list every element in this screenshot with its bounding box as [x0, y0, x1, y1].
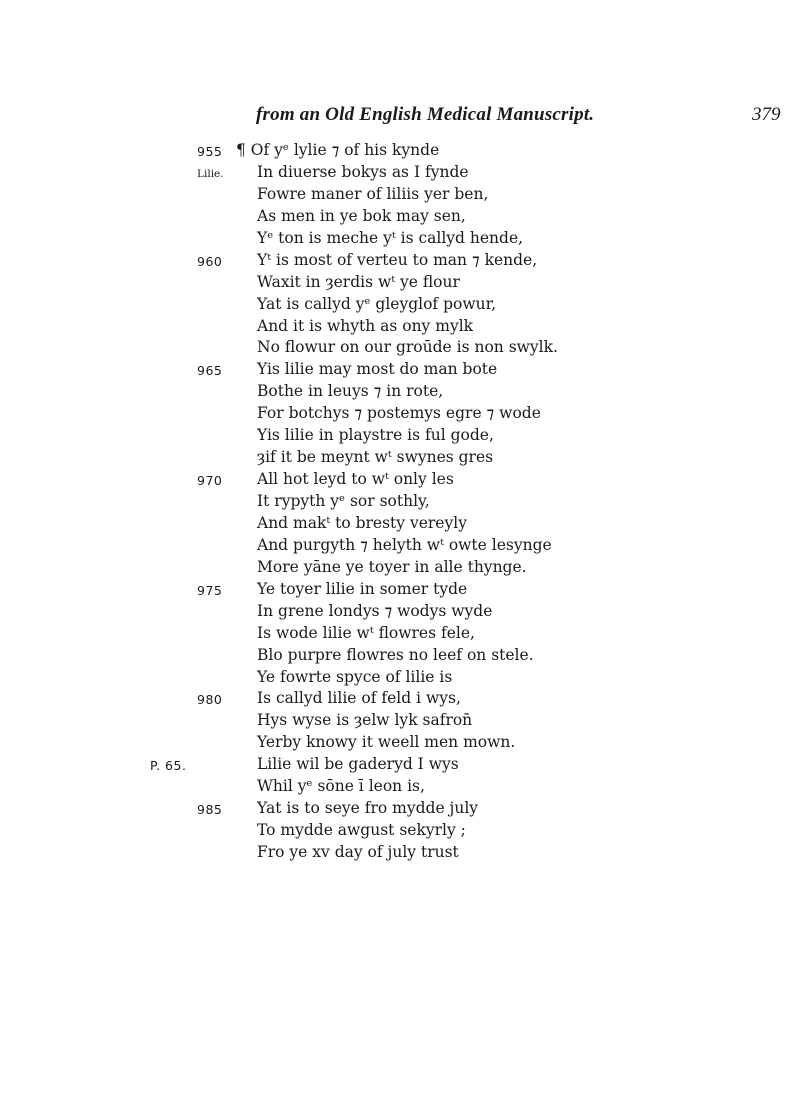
- poem-line: [0, 777, 800, 799]
- verse-text: Lilie wil be gaderyd I wys: [257, 755, 459, 774]
- margin-page-reference: P. 65.: [150, 758, 187, 774]
- poem-line: [0, 536, 800, 558]
- line-number: 970: [197, 473, 223, 489]
- verse-text: And makᵗ to bresty vereyly: [257, 513, 467, 532]
- verse-text: Bothe in leuys ⁊ in rote,: [257, 382, 444, 401]
- verse-text: Waxit in ȝerdis wᵗ ye flour: [257, 272, 460, 291]
- verse-text: Yᵗ is most of verteu to man ⁊ kende,: [257, 250, 538, 269]
- line-number: 975: [197, 582, 223, 598]
- line-number: 980: [197, 692, 223, 708]
- verse-text: Yis lilie may most do man bote: [257, 360, 498, 379]
- page-number: 379: [752, 104, 781, 125]
- verse-text: No flowur on our groūde is non swylk.: [257, 338, 558, 357]
- verse-text: In grene londys ⁊ wodys wyde: [257, 601, 493, 620]
- poem-line: [0, 558, 800, 580]
- poem-line: [0, 733, 800, 755]
- poem-line: [0, 448, 800, 470]
- poem-line: [0, 207, 800, 229]
- verse-text: As men in ye bok may sen,: [257, 206, 466, 225]
- poem-line: [0, 404, 800, 426]
- line-number: 985: [197, 802, 223, 818]
- verse-text: Yat is to seye fro mydde july: [257, 799, 479, 818]
- poem-line: [0, 799, 800, 821]
- poem-line: [0, 360, 800, 382]
- poem-line: [0, 821, 800, 843]
- verse-text: It rypyth yᵉ sor sothly,: [257, 492, 430, 510]
- verse-text: Yat is callyd yᵉ gleyglof powur,: [257, 294, 497, 313]
- poem-line: [0, 251, 800, 273]
- poem-line: [0, 382, 800, 404]
- poem-line: [0, 273, 800, 295]
- poem-line: [0, 646, 800, 668]
- poem-line: [0, 711, 800, 733]
- poem-line: [0, 470, 800, 492]
- poem-body: [0, 141, 800, 865]
- line-number: 960: [197, 253, 223, 269]
- poem-line: [0, 295, 800, 317]
- poem-line: [0, 624, 800, 646]
- poem-line: [0, 426, 800, 448]
- poem-line: [0, 668, 800, 690]
- verse-text: More yāne ye toyer in alle thynge.: [257, 557, 527, 576]
- poem-line: [0, 317, 800, 339]
- verse-text: Yᵉ ton is meche yᵗ is callyd hende,: [257, 228, 524, 247]
- verse-text: Fro ye xv day of july trust: [257, 843, 459, 861]
- poem-line: [0, 689, 800, 711]
- verse-text: Ye toyer lilie in somer tyde: [257, 579, 468, 598]
- running-header: from an Old English Medical Manuscript.: [256, 104, 595, 125]
- verse-text: Blo purpre flowres no leef on stele.: [257, 645, 534, 664]
- verse-text: Fowre maner of liliis yer ben,: [257, 184, 489, 203]
- line-number: 965: [197, 363, 223, 379]
- verse-text: Ye fowrte spyce of lilie is: [257, 667, 453, 686]
- poem-line: [0, 229, 800, 251]
- verse-text: And purgyth ⁊ helyth wᵗ owte lesynge: [257, 535, 552, 554]
- poem-line: [0, 755, 800, 777]
- verse-text: For botchys ⁊ postemys egre ⁊ wode: [257, 404, 541, 423]
- verse-text: To mydde awgust sekyrly ;: [257, 821, 466, 840]
- verse-text: Hys wyse is ȝelw lyk safron̄: [257, 711, 473, 730]
- verse-text: Whil yᵉ sōne ī leon is,: [257, 777, 425, 796]
- verse-text: Yis lilie in playstre is ful gode,: [257, 426, 494, 445]
- poem-line: [0, 580, 800, 602]
- poem-line: [0, 338, 800, 360]
- poem-line: [0, 843, 800, 865]
- margin-side-note: Lilie.: [197, 167, 224, 180]
- poem-line: [0, 514, 800, 536]
- poem-line: [0, 141, 800, 163]
- verse-text: All hot leyd to wᵗ only les: [257, 470, 454, 489]
- line-number: 955: [197, 144, 223, 159]
- verse-text: And it is whyth as ony mylk: [257, 316, 474, 335]
- verse-text: Is wode lilie wᵗ flowres fele,: [257, 623, 475, 642]
- verse-text: ¶ Of yᵉ lylie ⁊ of his kynde: [236, 141, 440, 159]
- poem-line: [0, 492, 800, 514]
- poem-line: [0, 185, 800, 207]
- verse-text: In diuerse bokys as I fynde: [257, 162, 469, 181]
- poem-line: [0, 602, 800, 624]
- poem-line: [0, 163, 800, 185]
- verse-text: Yerby knowy it weell men mown.: [257, 733, 516, 752]
- verse-text: Is callyd lilie of feld i wys,: [257, 689, 461, 708]
- verse-text: ȝif it be meynt wᵗ swynes gres: [257, 448, 494, 467]
